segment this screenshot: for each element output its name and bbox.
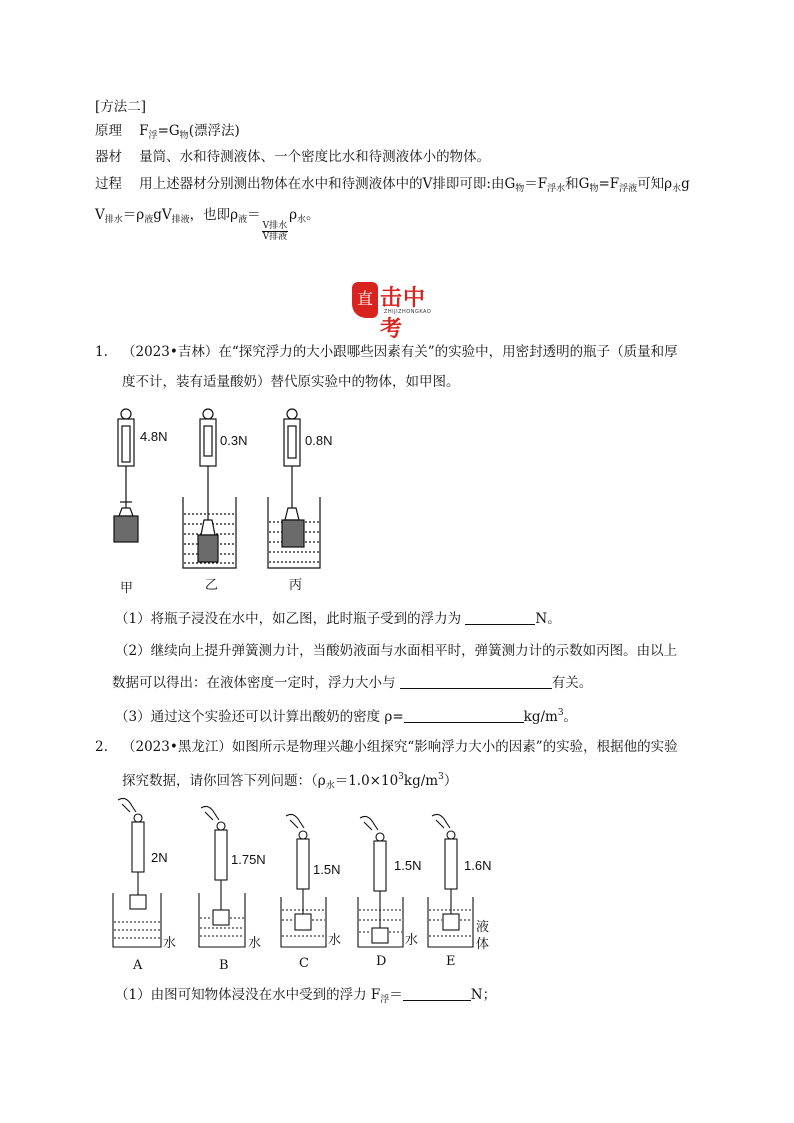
q2-stem-text: 探究数据，请你回答下列问题：（ρ — [122, 773, 326, 789]
process-text-c: 和G — [565, 176, 590, 192]
principle-formula: F — [139, 123, 149, 139]
process-line-2 — [95, 205, 320, 242]
q2-stem-text: kg/m — [403, 773, 439, 789]
q2-sub1 — [115, 985, 496, 1010]
q2-sub1-text: （1）由图可知物体浸没在水中受到的浮力 F — [115, 987, 381, 1003]
q2-number: 2. — [95, 739, 108, 755]
principle-note: (漂浮法) — [188, 123, 240, 139]
q2-caption-c: C — [299, 956, 309, 971]
q1-sub2-blank[interactable] — [400, 674, 552, 689]
principle-sub2: 物 — [179, 131, 189, 141]
process2-text: ＝ρ — [122, 207, 145, 223]
process2-sub: 排水 — [104, 215, 123, 225]
q1-number: 1. — [95, 344, 108, 360]
process2-text: 。 — [306, 207, 320, 223]
q2-sub1-sub: 浮 — [380, 995, 390, 1005]
method-header: [方法二] — [95, 99, 147, 115]
process2-sub: 水 — [297, 215, 307, 225]
q2-stem-sup: 3 — [398, 772, 404, 782]
q2-stem-sub: 水 — [325, 781, 335, 791]
q1-caption-yi: 乙 — [205, 578, 219, 593]
equipment-line — [95, 147, 490, 167]
q2-caption-a: A — [133, 958, 143, 973]
q1-sub1-text: （1）将瓶子浸没在水中，如乙图，此时瓶子受到的浮力为 — [115, 611, 462, 627]
process2-sub: 液 — [144, 215, 154, 225]
q1-caption-bing: 丙 — [289, 578, 303, 593]
process-text-f: g — [681, 176, 690, 192]
q2-sub1-unit: N； — [470, 987, 497, 1003]
q1-sub2-end: 有关。 — [551, 675, 593, 691]
q2-setup-a — [113, 798, 161, 947]
principle-eq: =G — [157, 123, 180, 139]
q1-sub2-text: 数据可以得出：在液体密度一定时，浮力大小与 — [112, 675, 396, 691]
process2-text: ，也即ρ — [189, 207, 239, 223]
q2-setup-e — [428, 814, 473, 947]
q1-sub3-end: 。 — [563, 709, 578, 725]
brand-logo — [352, 276, 447, 342]
principle-label: 原理 — [95, 123, 122, 139]
q2-setup-d — [358, 816, 403, 947]
q2-side-label-e2: 体 — [476, 937, 490, 952]
q2-reading-e: 1.6N — [464, 858, 492, 873]
q1-reading-bing: 0.8N — [305, 433, 333, 448]
q1-sub3-sup: 3 — [557, 708, 564, 718]
process-sub: 浮水 — [547, 184, 566, 194]
q1-stem-line1: （2023•吉林）在“探究浮力的大小跟哪些因素有关”的实验中，用密封透明的瓶子（质量和厚 — [122, 344, 678, 360]
q2-caption-b: B — [219, 958, 229, 973]
q2-reading-a: 2N — [151, 850, 168, 865]
q2-reading-d: 1.5N — [394, 858, 422, 873]
q2-stem-sup: 3 — [438, 772, 444, 782]
process-text-e: 可知ρ — [637, 176, 673, 192]
process-sub: 物 — [589, 184, 599, 194]
q1-sub2-line1: （2）继续向上提升弹簧测力计，当酸奶液面与水面相平时，弹簧测力计的示数如丙图。由以上 — [115, 643, 678, 659]
process-line-1 — [95, 174, 690, 199]
process2-text: ＝ — [247, 207, 261, 223]
q2-stem-line1: （2023•黑龙江）如图所示是物理兴趣小组探究“影响浮力大小的因素”的实验，根据他的实验 — [122, 739, 678, 755]
q2-caption-d: D — [376, 954, 387, 969]
q1-reading-yi: 0.3N — [220, 433, 248, 448]
process-text-a: 用上述器材分别测出物体在水中和待测液体中的V排即可即:由G — [139, 176, 516, 192]
q1-sub1-blank[interactable] — [465, 610, 535, 625]
q1-sub1 — [115, 609, 561, 629]
process-sub: 浮液 — [619, 184, 638, 194]
q2-setup-c — [281, 814, 326, 947]
q1-caption-jia: 甲 — [120, 581, 134, 596]
logo-title: 击中考 — [380, 285, 427, 342]
principle-line — [95, 121, 240, 146]
logo-mark: 直 — [352, 282, 378, 318]
fraction-numerator: V排水 — [262, 221, 288, 231]
density-fraction — [262, 221, 289, 242]
process2-text: gV — [153, 207, 172, 223]
q2-sub1-blank[interactable] — [403, 986, 471, 1001]
q1-sub3-blank[interactable] — [404, 708, 524, 723]
q1-sub2-line2 — [112, 673, 592, 693]
q1-sub1-unit: N。 — [535, 611, 561, 627]
process-text-d: =F — [598, 176, 620, 192]
q2-reading-c: 1.5N — [313, 862, 341, 877]
q2-reading-b: 1.75N — [231, 852, 266, 867]
q2-side-label-b: 水 — [248, 936, 262, 951]
q1-sub3-unit: kg/m — [523, 709, 558, 725]
q2-side-label-c: 水 — [328, 933, 342, 948]
q1-reading-jia: 4.8N — [140, 429, 168, 444]
principle-sub: 浮 — [148, 131, 158, 141]
q2-sub1-eq: ＝ — [389, 987, 403, 1003]
q2-stem-text: ） — [443, 773, 458, 789]
q1-sub3-text: （3）通过这个实验还可以计算出酸奶的密度 ρ= — [115, 709, 404, 725]
fraction-denominator: V排液 — [262, 232, 288, 242]
process-sub: 水 — [672, 184, 682, 194]
q2-stem-line2 — [122, 767, 457, 796]
process2-sub: 液 — [238, 215, 248, 225]
process-sub: 物 — [515, 184, 525, 194]
process2-text: V — [95, 207, 105, 223]
process2-sub: 排液 — [171, 215, 190, 225]
q1-scale-jia — [114, 409, 138, 542]
q2-side-label-d: 水 — [405, 933, 419, 948]
q2-side-label-a: 水 — [163, 936, 177, 951]
process-label: 过程 — [95, 176, 122, 192]
process2-text: ρ — [289, 207, 298, 223]
equipment-text: 量筒、水和待测液体、一个密度比水和待测液体小的物体。 — [139, 149, 491, 165]
q2-side-label-e1: 液 — [476, 920, 490, 935]
equipment-label: 器材 — [95, 149, 122, 165]
process-text-b: ＝F — [524, 176, 548, 192]
q2-caption-e: E — [446, 954, 456, 969]
logo-subtitle: ZHIJIZHONGKAO — [384, 309, 432, 315]
q1-stem-line2: 度不计，装有适量酸奶）替代原实验中的物体，如甲图。 — [122, 374, 460, 390]
q2-stem-text: ＝1.0×10 — [334, 773, 399, 789]
q1-sub3 — [115, 703, 577, 727]
q2-setup-b — [199, 806, 245, 947]
